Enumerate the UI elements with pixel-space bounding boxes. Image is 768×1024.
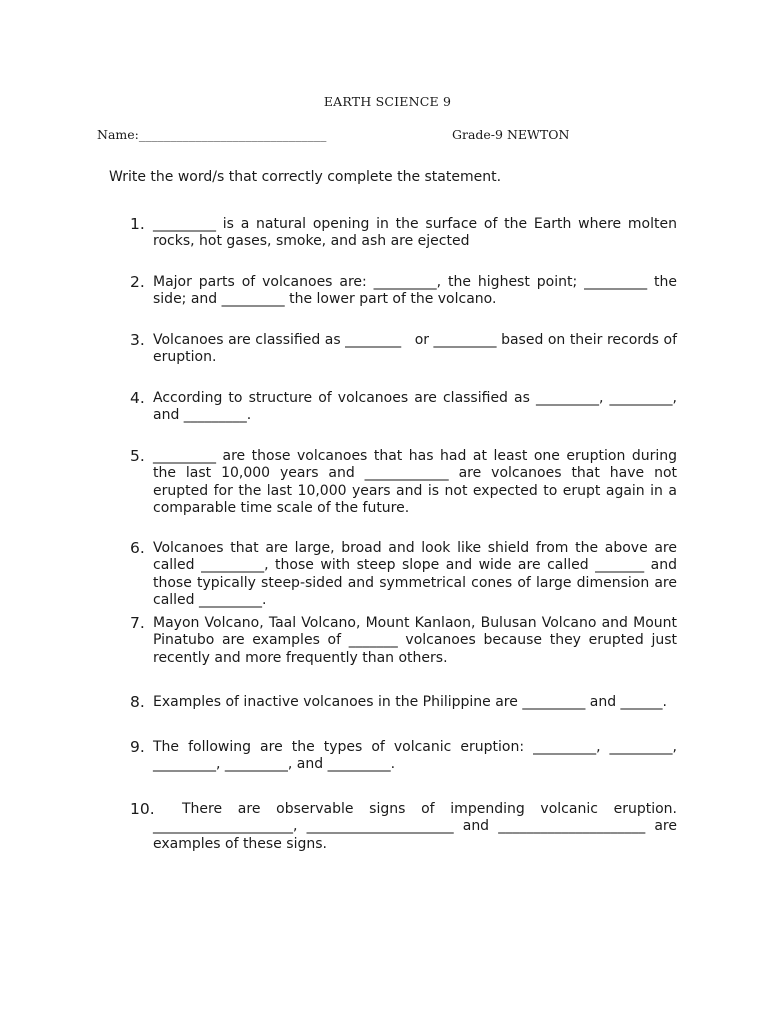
question-4 (130, 390, 677, 425)
instruction-text: Write the word/s that correctly complete the statement. (109, 169, 502, 185)
question-text: The following are the types of volcanic eruption: _________, _________, _________, _________, and _________. (153, 739, 677, 773)
question-number: 2. (130, 273, 145, 291)
question-1 (130, 216, 677, 251)
question-text: Major parts of volcanoes are: _________, the highest point; _________ the side; and _________ the lower part of the volcano. (153, 274, 677, 308)
question-number: 5. (130, 447, 145, 465)
question-number: 4. (130, 389, 145, 407)
question-number: 9. (130, 738, 145, 756)
question-text: Examples of inactive volcanoes in the Philippine are _________ and ______. (153, 694, 668, 710)
question-8 (130, 694, 677, 711)
question-3 (130, 331, 682, 367)
grade-section-label: Grade-9 NEWTON (452, 127, 570, 142)
question-number: 6. (130, 539, 145, 557)
question-number: 8. (130, 693, 145, 711)
question-6 (130, 540, 677, 610)
worksheet-title: EARTH SCIENCE 9 (323, 94, 452, 109)
question-5 (130, 448, 677, 518)
question-9 (130, 739, 677, 774)
question-text: Volcanoes are classified as ________ or _________ based on their records of eruption. (153, 332, 682, 366)
question-text: There are observable signs of impending volcanic eruption. ____________________, _____________________ and _____________________ are examples of these signs. (153, 801, 677, 852)
name-field-label: Name:______________________________ (97, 127, 327, 142)
question-number: 10. (130, 800, 155, 818)
question-text: _________ is a natural opening in the surface of the Earth where molten rocks, hot gases, smoke, and ash are ejected (153, 216, 677, 250)
question-text: _________ are those volcanoes that has had at least one eruption during the last 10,000 years and ____________ are volcanoes that have not erupted for the last 10,000 years and is not expected to erupt again in a comparable time scale of the future. (153, 448, 677, 517)
question-number: 7. (130, 614, 145, 632)
question-number: 3. (130, 331, 145, 349)
question-number: 1. (130, 215, 145, 233)
question-10 (130, 801, 677, 853)
question-7 (130, 615, 677, 667)
question-text: Volcanoes that are large, broad and look like shield from the above are called _________, those with steep slope and wide are called _______ and those typically steep-sided and symmetrical cones of large dimension are called _________. (153, 540, 677, 609)
question-text: According to structure of volcanoes are classified as _________, _________, and _________. (153, 390, 677, 424)
question-text: Mayon Volcano, Taal Volcano, Mount Kanlaon, Bulusan Volcano and Mount Pinatubo are examples of _______ volcanoes because they erupted just recently and more frequently than others. (153, 615, 677, 666)
question-2 (130, 274, 677, 309)
